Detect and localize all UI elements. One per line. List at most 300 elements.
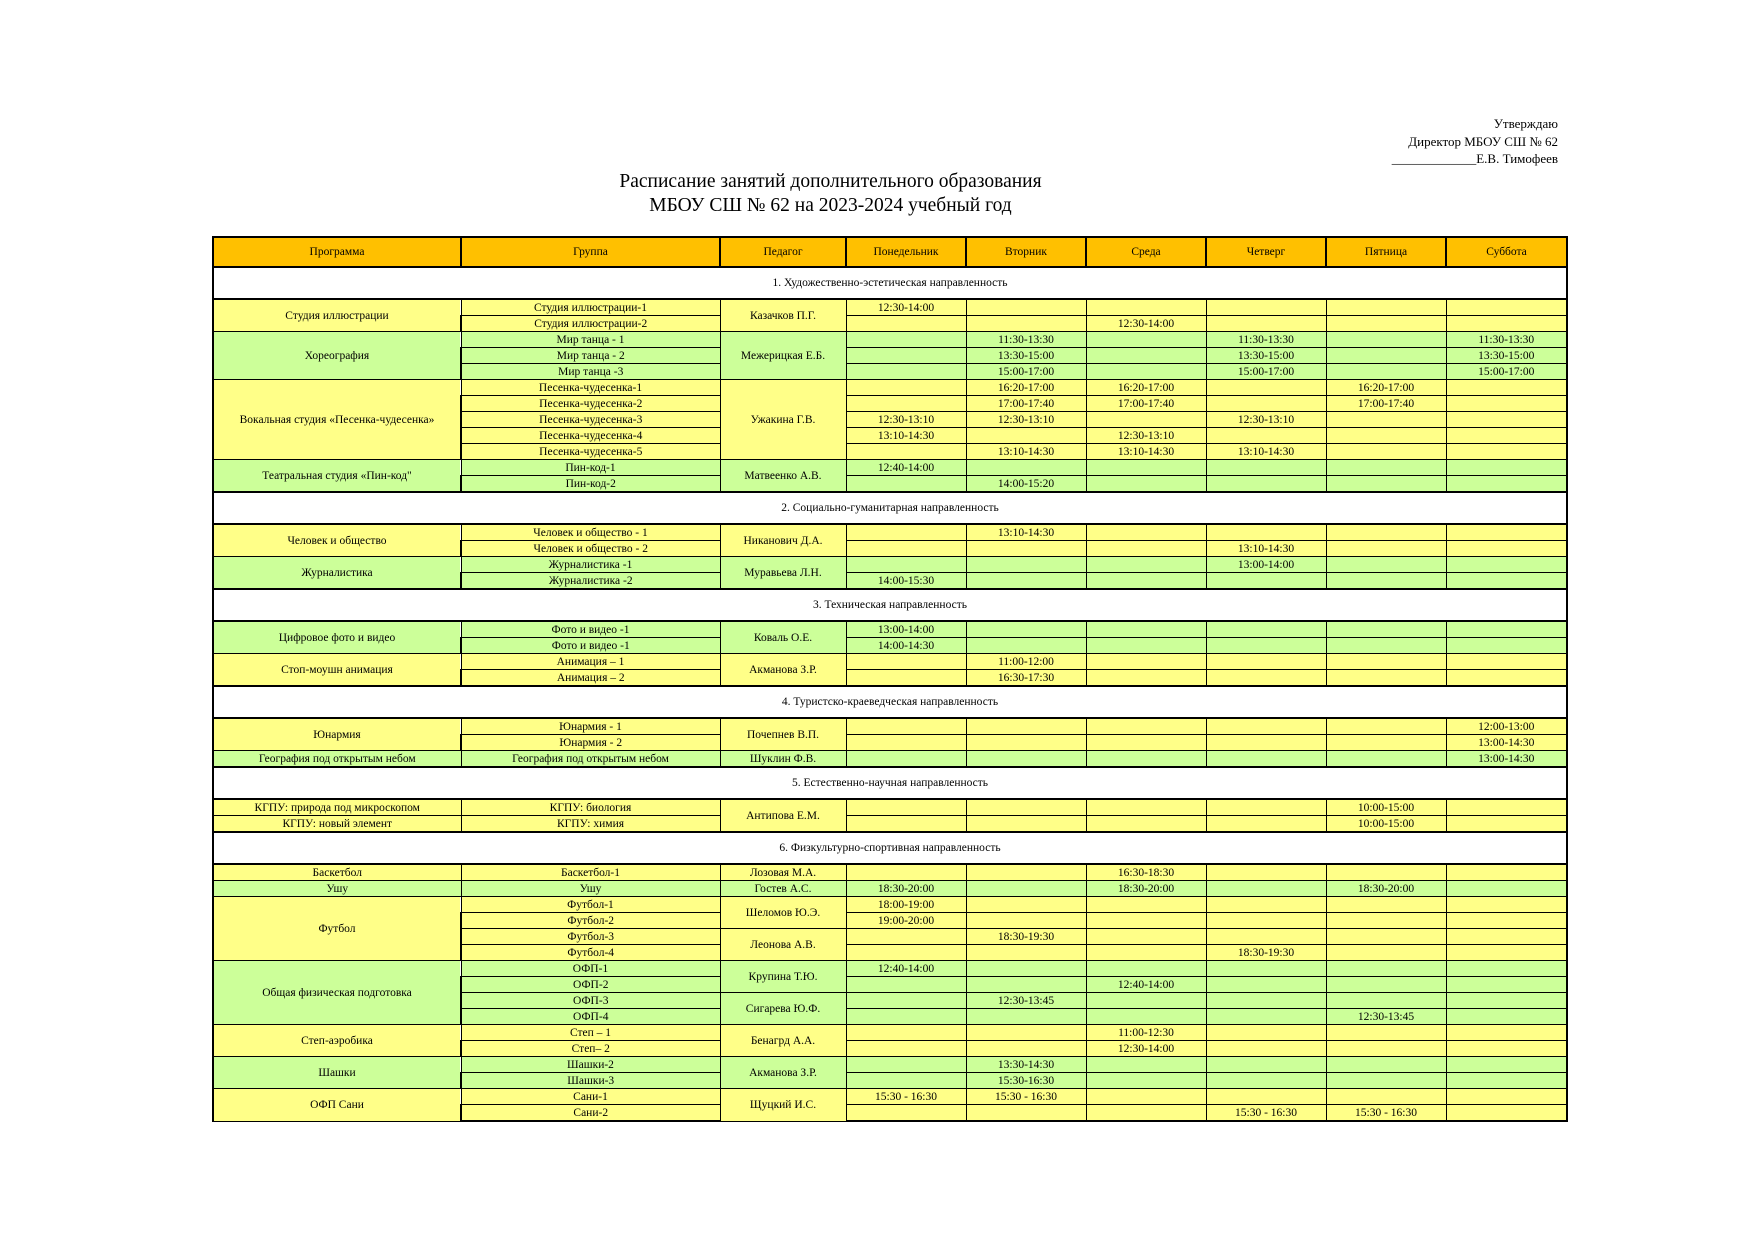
time-cell xyxy=(1086,816,1206,833)
time-cell xyxy=(1326,977,1446,993)
teacher-cell: Ужакина Г.В. xyxy=(720,380,846,460)
time-cell xyxy=(1446,460,1567,476)
group-cell: География под открытым небом xyxy=(461,751,720,768)
teacher-cell: Почепнев В.П. xyxy=(720,718,846,751)
time-cell xyxy=(966,799,1086,816)
time-cell xyxy=(846,348,966,364)
time-cell xyxy=(1326,348,1446,364)
time-cell: 13:00-14:30 xyxy=(1446,751,1567,768)
time-cell xyxy=(966,897,1086,913)
group-cell: Фото и видео -1 xyxy=(461,638,720,654)
time-cell xyxy=(1326,524,1446,541)
table-row xyxy=(213,718,1567,735)
time-cell: 13:30-15:00 xyxy=(1446,348,1567,364)
time-cell: 15:00-17:00 xyxy=(966,364,1086,380)
group-cell: ОФП-4 xyxy=(461,1009,720,1025)
approval-line-3: _____________Е.В. Тимофеев xyxy=(1391,151,1558,166)
time-cell xyxy=(1206,524,1326,541)
program-cell: Журналистика xyxy=(213,557,461,590)
table-row xyxy=(213,380,1567,396)
group-cell: Сани-2 xyxy=(461,1105,720,1122)
time-cell xyxy=(1446,1105,1567,1122)
time-cell xyxy=(846,524,966,541)
time-cell: 16:30-17:30 xyxy=(966,670,1086,687)
program-cell: Футбол xyxy=(213,897,461,961)
group-cell: Песенка-чудесенка-2 xyxy=(461,396,720,412)
time-cell xyxy=(1446,929,1567,945)
time-cell xyxy=(966,881,1086,897)
time-cell xyxy=(1326,299,1446,316)
section-title: 3. Техническая направленность xyxy=(213,589,1567,621)
time-cell: 17:00-17:40 xyxy=(1326,396,1446,412)
time-cell xyxy=(966,1009,1086,1025)
time-cell xyxy=(1446,816,1567,833)
time-cell: 17:00-17:40 xyxy=(1086,396,1206,412)
time-cell: 19:00-20:00 xyxy=(846,913,966,929)
group-cell: Журналистика -1 xyxy=(461,557,720,573)
time-cell xyxy=(846,396,966,412)
teacher-cell: Коваль О.Е. xyxy=(720,621,846,654)
group-cell: Пин-код-1 xyxy=(461,460,720,476)
time-cell xyxy=(1086,541,1206,557)
time-cell xyxy=(1206,816,1326,833)
time-cell xyxy=(846,751,966,768)
group-cell: Мир танца - 2 xyxy=(461,348,720,364)
time-cell xyxy=(1326,460,1446,476)
group-cell: ОФП-1 xyxy=(461,961,720,977)
group-cell: Песенка-чудесенка-5 xyxy=(461,444,720,460)
time-cell xyxy=(1086,913,1206,929)
section-row xyxy=(213,589,1567,621)
header-wednesday: Среда xyxy=(1086,237,1206,267)
time-cell xyxy=(966,961,1086,977)
time-cell xyxy=(1326,945,1446,961)
section-title: 2. Социально-гуманитарная направленность xyxy=(213,492,1567,524)
group-cell: Мир танца - 1 xyxy=(461,332,720,348)
teacher-cell: Щуцкий И.С. xyxy=(720,1089,846,1122)
header-friday: Пятница xyxy=(1326,237,1446,267)
schedule-table xyxy=(212,236,1568,1122)
header-teacher: Педагог xyxy=(720,237,846,267)
table-row xyxy=(213,557,1567,573)
time-cell xyxy=(846,993,966,1009)
time-cell xyxy=(1086,929,1206,945)
time-cell xyxy=(1206,977,1326,993)
time-cell xyxy=(966,718,1086,735)
time-cell: 11:00-12:30 xyxy=(1086,1025,1206,1041)
time-cell xyxy=(1446,380,1567,396)
time-cell: 12:40-14:00 xyxy=(846,460,966,476)
time-cell xyxy=(846,1025,966,1041)
time-cell xyxy=(1206,316,1326,332)
time-cell: 11:30-13:30 xyxy=(1446,332,1567,348)
time-cell: 12:30-13:10 xyxy=(1086,428,1206,444)
time-cell: 15:30 - 16:30 xyxy=(966,1089,1086,1105)
time-cell xyxy=(1326,913,1446,929)
time-cell xyxy=(1086,654,1206,670)
program-cell: КГПУ: природа под микроскопом xyxy=(213,799,461,816)
time-cell: 14:00-15:30 xyxy=(846,573,966,590)
time-cell xyxy=(1206,654,1326,670)
table-row xyxy=(213,332,1567,348)
time-cell xyxy=(1206,864,1326,881)
section-title: 1. Художественно-эстетическая направленность xyxy=(213,267,1567,299)
time-cell xyxy=(1206,735,1326,751)
program-cell: ОФП Сани xyxy=(213,1089,461,1122)
time-cell xyxy=(1446,1041,1567,1057)
program-cell: Степ-аэробика xyxy=(213,1025,461,1057)
group-cell: Песенка-чудесенка-3 xyxy=(461,412,720,428)
time-cell xyxy=(966,541,1086,557)
time-cell xyxy=(1446,299,1567,316)
time-cell: 13:00-14:30 xyxy=(1446,735,1567,751)
time-cell xyxy=(1206,1009,1326,1025)
time-cell xyxy=(1326,1025,1446,1041)
time-cell: 18:30-20:00 xyxy=(1086,881,1206,897)
time-cell xyxy=(1086,718,1206,735)
time-cell: 13:10-14:30 xyxy=(966,524,1086,541)
time-cell xyxy=(1446,621,1567,638)
teacher-cell: Бенагрд А.А. xyxy=(720,1025,846,1057)
table-row xyxy=(213,621,1567,638)
time-cell: 18:00-19:00 xyxy=(846,897,966,913)
group-cell: Песенка-чудесенка-4 xyxy=(461,428,720,444)
time-cell: 13:10-14:30 xyxy=(846,428,966,444)
time-cell xyxy=(1086,735,1206,751)
time-cell xyxy=(1086,670,1206,687)
time-cell xyxy=(1326,444,1446,460)
teacher-cell: Гостев А.С. xyxy=(720,881,846,897)
time-cell xyxy=(966,573,1086,590)
time-cell xyxy=(1446,864,1567,881)
time-cell xyxy=(1326,476,1446,493)
time-cell xyxy=(1446,524,1567,541)
time-cell xyxy=(1206,929,1326,945)
time-cell: 12:40-14:00 xyxy=(846,961,966,977)
time-cell xyxy=(1206,1057,1326,1073)
time-cell xyxy=(1446,799,1567,816)
time-cell: 17:00-17:40 xyxy=(966,396,1086,412)
time-cell xyxy=(846,316,966,332)
time-cell xyxy=(1206,621,1326,638)
teacher-cell: Акманова З.Р. xyxy=(720,654,846,687)
time-cell xyxy=(966,428,1086,444)
time-cell xyxy=(1206,396,1326,412)
group-cell: Человек и общество - 1 xyxy=(461,524,720,541)
teacher-cell: Матвеенко А.В. xyxy=(720,460,846,493)
table-row xyxy=(213,1057,1567,1073)
time-cell xyxy=(1446,977,1567,993)
group-cell: Пин-код-2 xyxy=(461,476,720,493)
time-cell xyxy=(846,816,966,833)
table-row xyxy=(213,897,1567,913)
program-cell: Студия иллюстрации xyxy=(213,299,461,332)
time-cell xyxy=(1086,1073,1206,1089)
time-cell: 14:00-15:20 xyxy=(966,476,1086,493)
time-cell xyxy=(1086,961,1206,977)
time-cell: 16:30-18:30 xyxy=(1086,864,1206,881)
table-row xyxy=(213,524,1567,541)
header-tuesday: Вторник xyxy=(966,237,1086,267)
time-cell xyxy=(1446,654,1567,670)
time-cell xyxy=(1326,864,1446,881)
time-cell: 12:00-13:00 xyxy=(1446,718,1567,735)
time-cell xyxy=(1086,621,1206,638)
group-cell: Футбол-2 xyxy=(461,913,720,929)
time-cell xyxy=(1326,621,1446,638)
time-cell: 12:30-14:00 xyxy=(1086,316,1206,332)
teacher-cell: Леонова А.В. xyxy=(720,929,846,961)
time-cell xyxy=(1446,316,1567,332)
time-cell xyxy=(1446,557,1567,573)
time-cell xyxy=(1206,476,1326,493)
time-cell xyxy=(846,444,966,460)
time-cell xyxy=(846,1041,966,1057)
time-cell xyxy=(1326,1057,1446,1073)
section-row xyxy=(213,767,1567,799)
time-cell xyxy=(1326,316,1446,332)
time-cell xyxy=(1326,573,1446,590)
time-cell xyxy=(966,735,1086,751)
time-cell xyxy=(1086,332,1206,348)
time-cell xyxy=(1446,476,1567,493)
group-cell: Мир танца -3 xyxy=(461,364,720,380)
table-row xyxy=(213,654,1567,670)
time-cell: 11:00-12:00 xyxy=(966,654,1086,670)
time-cell xyxy=(1326,364,1446,380)
table-row xyxy=(213,460,1567,476)
time-cell: 12:30-14:00 xyxy=(846,299,966,316)
time-cell xyxy=(1326,929,1446,945)
time-cell xyxy=(1326,670,1446,687)
time-cell xyxy=(846,476,966,493)
time-cell: 10:00-15:00 xyxy=(1326,799,1446,816)
time-cell xyxy=(1446,1009,1567,1025)
time-cell xyxy=(1206,1025,1326,1041)
time-cell xyxy=(1446,913,1567,929)
time-cell xyxy=(1206,573,1326,590)
time-cell: 10:00-15:00 xyxy=(1326,816,1446,833)
time-cell xyxy=(966,913,1086,929)
time-cell xyxy=(846,945,966,961)
group-cell: Степ– 2 xyxy=(461,1041,720,1057)
time-cell xyxy=(1086,524,1206,541)
time-cell xyxy=(1326,332,1446,348)
teacher-cell: Лозовая М.А. xyxy=(720,864,846,881)
group-cell: Фото и видео -1 xyxy=(461,621,720,638)
time-cell xyxy=(846,718,966,735)
time-cell xyxy=(846,1057,966,1073)
section-title: 6. Физкультурно-спортивная направленность xyxy=(213,832,1567,864)
group-cell: Степ – 1 xyxy=(461,1025,720,1041)
time-cell xyxy=(1446,1057,1567,1073)
time-cell xyxy=(846,1105,966,1122)
group-cell: Юнармия - 2 xyxy=(461,735,720,751)
group-cell: Футбол-4 xyxy=(461,945,720,961)
teacher-cell: Никанович Д.А. xyxy=(720,524,846,557)
time-cell xyxy=(966,621,1086,638)
section-title: 5. Естественно-научная направленность xyxy=(213,767,1567,799)
time-cell xyxy=(1086,476,1206,493)
time-cell xyxy=(966,638,1086,654)
time-cell: 13:30-14:30 xyxy=(966,1057,1086,1073)
approval-block xyxy=(1392,115,1558,168)
time-cell xyxy=(1086,348,1206,364)
time-cell: 13:30-15:00 xyxy=(966,348,1086,364)
time-cell xyxy=(1326,751,1446,768)
group-cell: Ушу xyxy=(461,881,720,897)
time-cell xyxy=(846,1073,966,1089)
time-cell xyxy=(1326,718,1446,735)
time-cell: 12:30-14:00 xyxy=(1086,1041,1206,1057)
time-cell xyxy=(966,557,1086,573)
time-cell xyxy=(1326,1041,1446,1057)
time-cell xyxy=(1206,460,1326,476)
time-cell xyxy=(1326,1073,1446,1089)
program-cell: Ушу xyxy=(213,881,461,897)
teacher-cell: Акманова З.Р. xyxy=(720,1057,846,1089)
time-cell xyxy=(1446,961,1567,977)
program-cell: Стоп-моушн анимация xyxy=(213,654,461,687)
time-cell xyxy=(1326,993,1446,1009)
table-row xyxy=(213,961,1567,977)
table-row xyxy=(213,799,1567,816)
time-cell: 12:30-13:45 xyxy=(1326,1009,1446,1025)
time-cell xyxy=(1446,444,1567,460)
group-cell: КГПУ: химия xyxy=(461,816,720,833)
time-cell xyxy=(1446,412,1567,428)
time-cell xyxy=(1326,412,1446,428)
program-cell: Шашки xyxy=(213,1057,461,1089)
time-cell xyxy=(1446,993,1567,1009)
table-header-row xyxy=(213,237,1567,267)
time-cell: 15:30 - 16:30 xyxy=(1206,1105,1326,1122)
group-cell: Шашки-2 xyxy=(461,1057,720,1073)
time-cell xyxy=(1446,1073,1567,1089)
section-row xyxy=(213,832,1567,864)
time-cell: 12:30-13:10 xyxy=(966,412,1086,428)
time-cell: 12:30-13:10 xyxy=(846,412,966,428)
time-cell xyxy=(1086,299,1206,316)
time-cell xyxy=(1446,1089,1567,1105)
group-cell: Юнармия - 1 xyxy=(461,718,720,735)
time-cell xyxy=(1206,1089,1326,1105)
time-cell xyxy=(846,799,966,816)
teacher-cell: Шеломов Ю.Э. xyxy=(720,897,846,929)
group-cell: Песенка-чудесенка-1 xyxy=(461,380,720,396)
time-cell xyxy=(1326,428,1446,444)
section-row xyxy=(213,686,1567,718)
time-cell xyxy=(1086,460,1206,476)
program-cell: Общая физическая подготовка xyxy=(213,961,461,1025)
time-cell: 15:30-16:30 xyxy=(966,1073,1086,1089)
time-cell: 11:30-13:30 xyxy=(966,332,1086,348)
time-cell xyxy=(1086,1009,1206,1025)
page-title xyxy=(0,170,1661,218)
table-row xyxy=(213,1025,1567,1041)
time-cell xyxy=(1446,573,1567,590)
time-cell: 13:10-14:30 xyxy=(1086,444,1206,460)
time-cell xyxy=(1326,961,1446,977)
time-cell: 18:30-20:00 xyxy=(846,881,966,897)
group-cell: Журналистика -2 xyxy=(461,573,720,590)
time-cell: 14:00-14:30 xyxy=(846,638,966,654)
program-cell: Вокальная студия «Песенка-чудесенка» xyxy=(213,380,461,460)
time-cell: 12:40-14:00 xyxy=(1086,977,1206,993)
time-cell xyxy=(846,977,966,993)
time-cell xyxy=(1326,557,1446,573)
group-cell: ОФП-2 xyxy=(461,977,720,993)
table-row xyxy=(213,816,1567,833)
time-cell xyxy=(1326,638,1446,654)
time-cell xyxy=(1206,428,1326,444)
time-cell xyxy=(966,864,1086,881)
time-cell xyxy=(966,1025,1086,1041)
header-program: Программа xyxy=(213,237,461,267)
teacher-cell: Муравьева Л.Н. xyxy=(720,557,846,590)
group-cell: Студия иллюстрации-2 xyxy=(461,316,720,332)
teacher-cell: Крупина Т.Ю. xyxy=(720,961,846,993)
time-cell xyxy=(966,460,1086,476)
time-cell xyxy=(1086,751,1206,768)
time-cell xyxy=(1446,541,1567,557)
program-cell: География под открытым небом xyxy=(213,751,461,768)
time-cell xyxy=(966,316,1086,332)
time-cell xyxy=(1206,1073,1326,1089)
time-cell xyxy=(1326,541,1446,557)
header-monday: Понедельник xyxy=(846,237,966,267)
time-cell xyxy=(846,541,966,557)
time-cell xyxy=(1086,557,1206,573)
group-cell: КГПУ: биология xyxy=(461,799,720,816)
time-cell xyxy=(846,864,966,881)
time-cell xyxy=(846,735,966,751)
time-cell xyxy=(1446,428,1567,444)
teacher-cell: Антипова Е.М. xyxy=(720,799,846,832)
time-cell xyxy=(1086,638,1206,654)
group-cell: Анимация – 2 xyxy=(461,670,720,687)
time-cell xyxy=(966,299,1086,316)
table-row xyxy=(213,299,1567,316)
group-cell: Баскетбол-1 xyxy=(461,864,720,881)
time-cell xyxy=(966,816,1086,833)
program-cell: КГПУ: новый элемент xyxy=(213,816,461,833)
time-cell xyxy=(846,929,966,945)
time-cell: 11:30-13:30 xyxy=(1206,332,1326,348)
time-cell: 16:20-17:00 xyxy=(966,380,1086,396)
time-cell xyxy=(846,1009,966,1025)
section-row xyxy=(213,267,1567,299)
time-cell xyxy=(846,654,966,670)
group-cell: Человек и общество - 2 xyxy=(461,541,720,557)
time-cell xyxy=(966,1105,1086,1122)
time-cell xyxy=(846,332,966,348)
time-cell: 13:00-14:00 xyxy=(1206,557,1326,573)
time-cell: 18:30-20:00 xyxy=(1326,881,1446,897)
time-cell xyxy=(1206,993,1326,1009)
table-row xyxy=(213,881,1567,897)
time-cell: 12:30-13:45 xyxy=(966,993,1086,1009)
time-cell xyxy=(1086,1089,1206,1105)
time-cell: 13:10-14:30 xyxy=(1206,541,1326,557)
time-cell xyxy=(1086,945,1206,961)
time-cell xyxy=(1086,799,1206,816)
time-cell xyxy=(1326,1089,1446,1105)
table-row xyxy=(213,751,1567,768)
time-cell: 15:30 - 16:30 xyxy=(846,1089,966,1105)
group-cell: Футбол-1 xyxy=(461,897,720,913)
time-cell xyxy=(1206,751,1326,768)
